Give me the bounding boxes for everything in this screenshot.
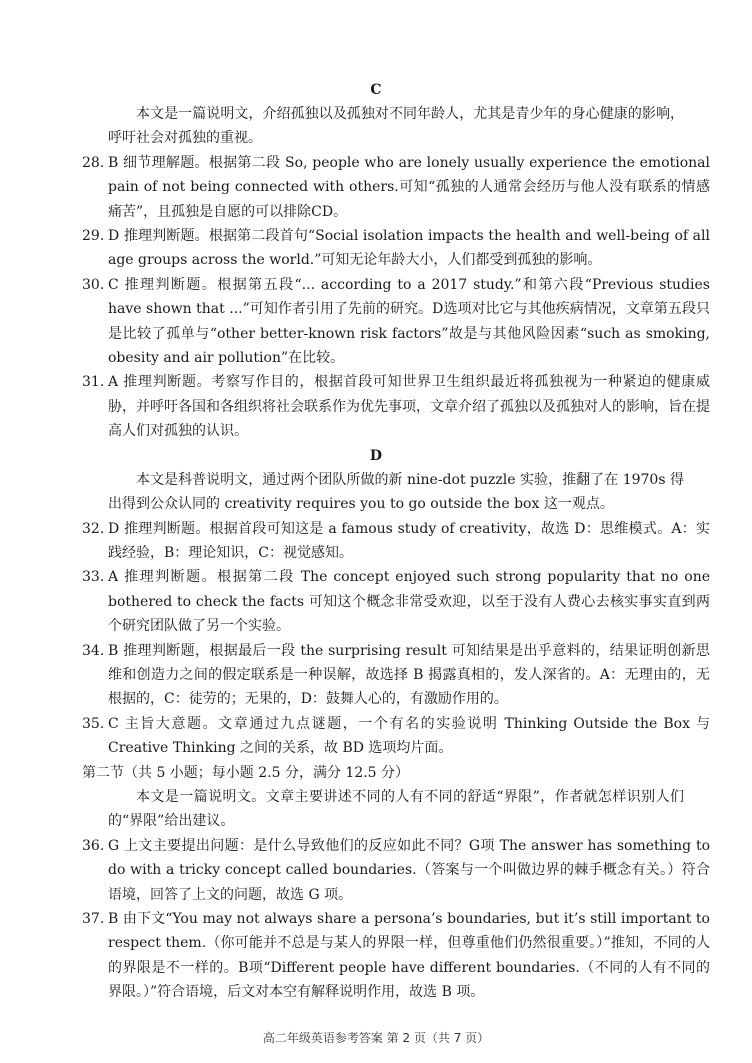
section-two-header: 第二节（共 5 小题；每小题 2.5 分，满分 12.5 分） [82, 764, 410, 781]
item-number: 30. [82, 276, 105, 293]
item-text: C 主旨大意题。文章通过九点谜题，一个有名的实验说明 Thinking Outside the Box 与 Creative Thinking 之间的关系，故 BD 选项均片面。 [108, 715, 710, 757]
page-footer: 高二年级英语参考答案 第 2 页（共 7 页） [262, 1031, 490, 1045]
item-number: 31. [82, 374, 105, 391]
item-number: 29. [82, 228, 105, 245]
item-text: A 推理判断题。考察写作目的，根据首段可知世界卫生组织最近将孤独视为一种紧迫的健康威胁，并呼吁各国和各组织将社会联系作为优先事项，文章介绍了孤独以及孤独对人的影响，旨在提高人们对孤独的认识。 [108, 374, 710, 440]
answer-item-31 [82, 370, 710, 443]
answer-item-37 [82, 907, 710, 1005]
answer-item-28 [82, 151, 710, 224]
section-two-intro: 本文是一篇说明文。文章主要讲述不同的人有不同的舒适“界限”，作者就怎样识别人们的“界限”给出建议。 [108, 788, 684, 830]
item-number: 37. [82, 911, 105, 927]
item-text: A 推理判断题。根据第二段 The concept enjoyed such strong popularity that no one bothered to check the facts 可知这个概念非常受欢迎，以至于没有人费心去核实事实直到两个研究团队做了另一个实验。 [108, 569, 710, 635]
item-text: B 由下文“You may not always share a persona’s boundaries, but it’s still important to respect them.（你可能并不总是与某人的界限一样，但尊重他们仍然很重要。）”推知，不同的人的界限是不一样的。B项“Different people have different boundaries.（不同的人有不同的界限。）”符合语境，后文对本空有解释说明作用，故选 B 项。 [108, 911, 710, 1001]
item-text: C 推理判断题。根据第五段“... according to a 2017 study.”和第六段“Previous studies have shown that ...”可知作者引用了先前的研究。D选项对比它与其他疾病情况，文章第五段只是比较了孤单与“other better-known risk factors”故是与其他风险因素“such as smoking, obesity and air pollution”在比较。 [108, 276, 710, 367]
answer-item-36 [82, 834, 710, 907]
section-c-title: C [370, 82, 382, 98]
section-d-title: D [369, 447, 383, 464]
section-c-intro: 本文是一篇说明文，介绍孤独以及孤独对不同年龄人，尤其是青少年的身心健康的影响，呼吁社会对孤独的重视。 [108, 106, 684, 147]
item-number: 28. [82, 154, 105, 171]
item-text: D 推理判断题。根据第二段首句“Social isolation impacts the health and well-being of all age groups across the world.”可知无论年龄大小，人们都受到孤独的影响。 [108, 228, 710, 269]
section-d-intro: 本文是科普说明文，通过两个团队所做的新 nine-dot puzzle 实验，推翻了在 1970s 得出得到公众认同的 creativity requires you to go outside the box 这一观点。 [108, 471, 684, 513]
item-number: 35. [82, 715, 105, 732]
item-number: 32. [82, 520, 105, 537]
item-text: B 推理判断题，根据最后一段 the surprising result 可知结果是出乎意料的，结果证明创新思维和创造力之间的假定联系是一种误解，故选择 B 揭露真相的，发人深省的。A：无理由的，无根据的，C：徒劳的；无果的，D：鼓舞人心的，有激励作用的。 [108, 642, 710, 708]
item-text: D 推理判断题。根据首段可知这是 a famous study of creativity，故选 D：思维模式。A：实践经验，B：理论知识，C：视觉感知。 [108, 520, 710, 561]
answer-item-33 [82, 565, 710, 638]
answer-item-29 [82, 224, 710, 273]
item-number: 34. [82, 642, 105, 659]
item-number: 36. [82, 837, 105, 854]
answer-item-35 [82, 712, 710, 761]
answer-item-34 [82, 639, 710, 712]
item-text: B 细节理解题。根据第二段 So, people who are lonely usually experience the emotional pain of not being connected with others.可知“孤独的人通常会经历与他人没有联系的情感痛苦”，且孤独是自愿的可以排除CD。 [108, 154, 710, 220]
answer-item-32 [82, 517, 710, 566]
answer-item-30 [82, 273, 710, 371]
item-number: 33. [82, 569, 105, 586]
item-text: G 上文主要提出问题：是什么导致他们的反应如此不同？G项 The answer has something to do with a tricky concept called boundaries.（答案与一个叫做边界的棘手概念有关。）符合语境，回答了上文的问题，故选 G 项。 [108, 837, 710, 903]
